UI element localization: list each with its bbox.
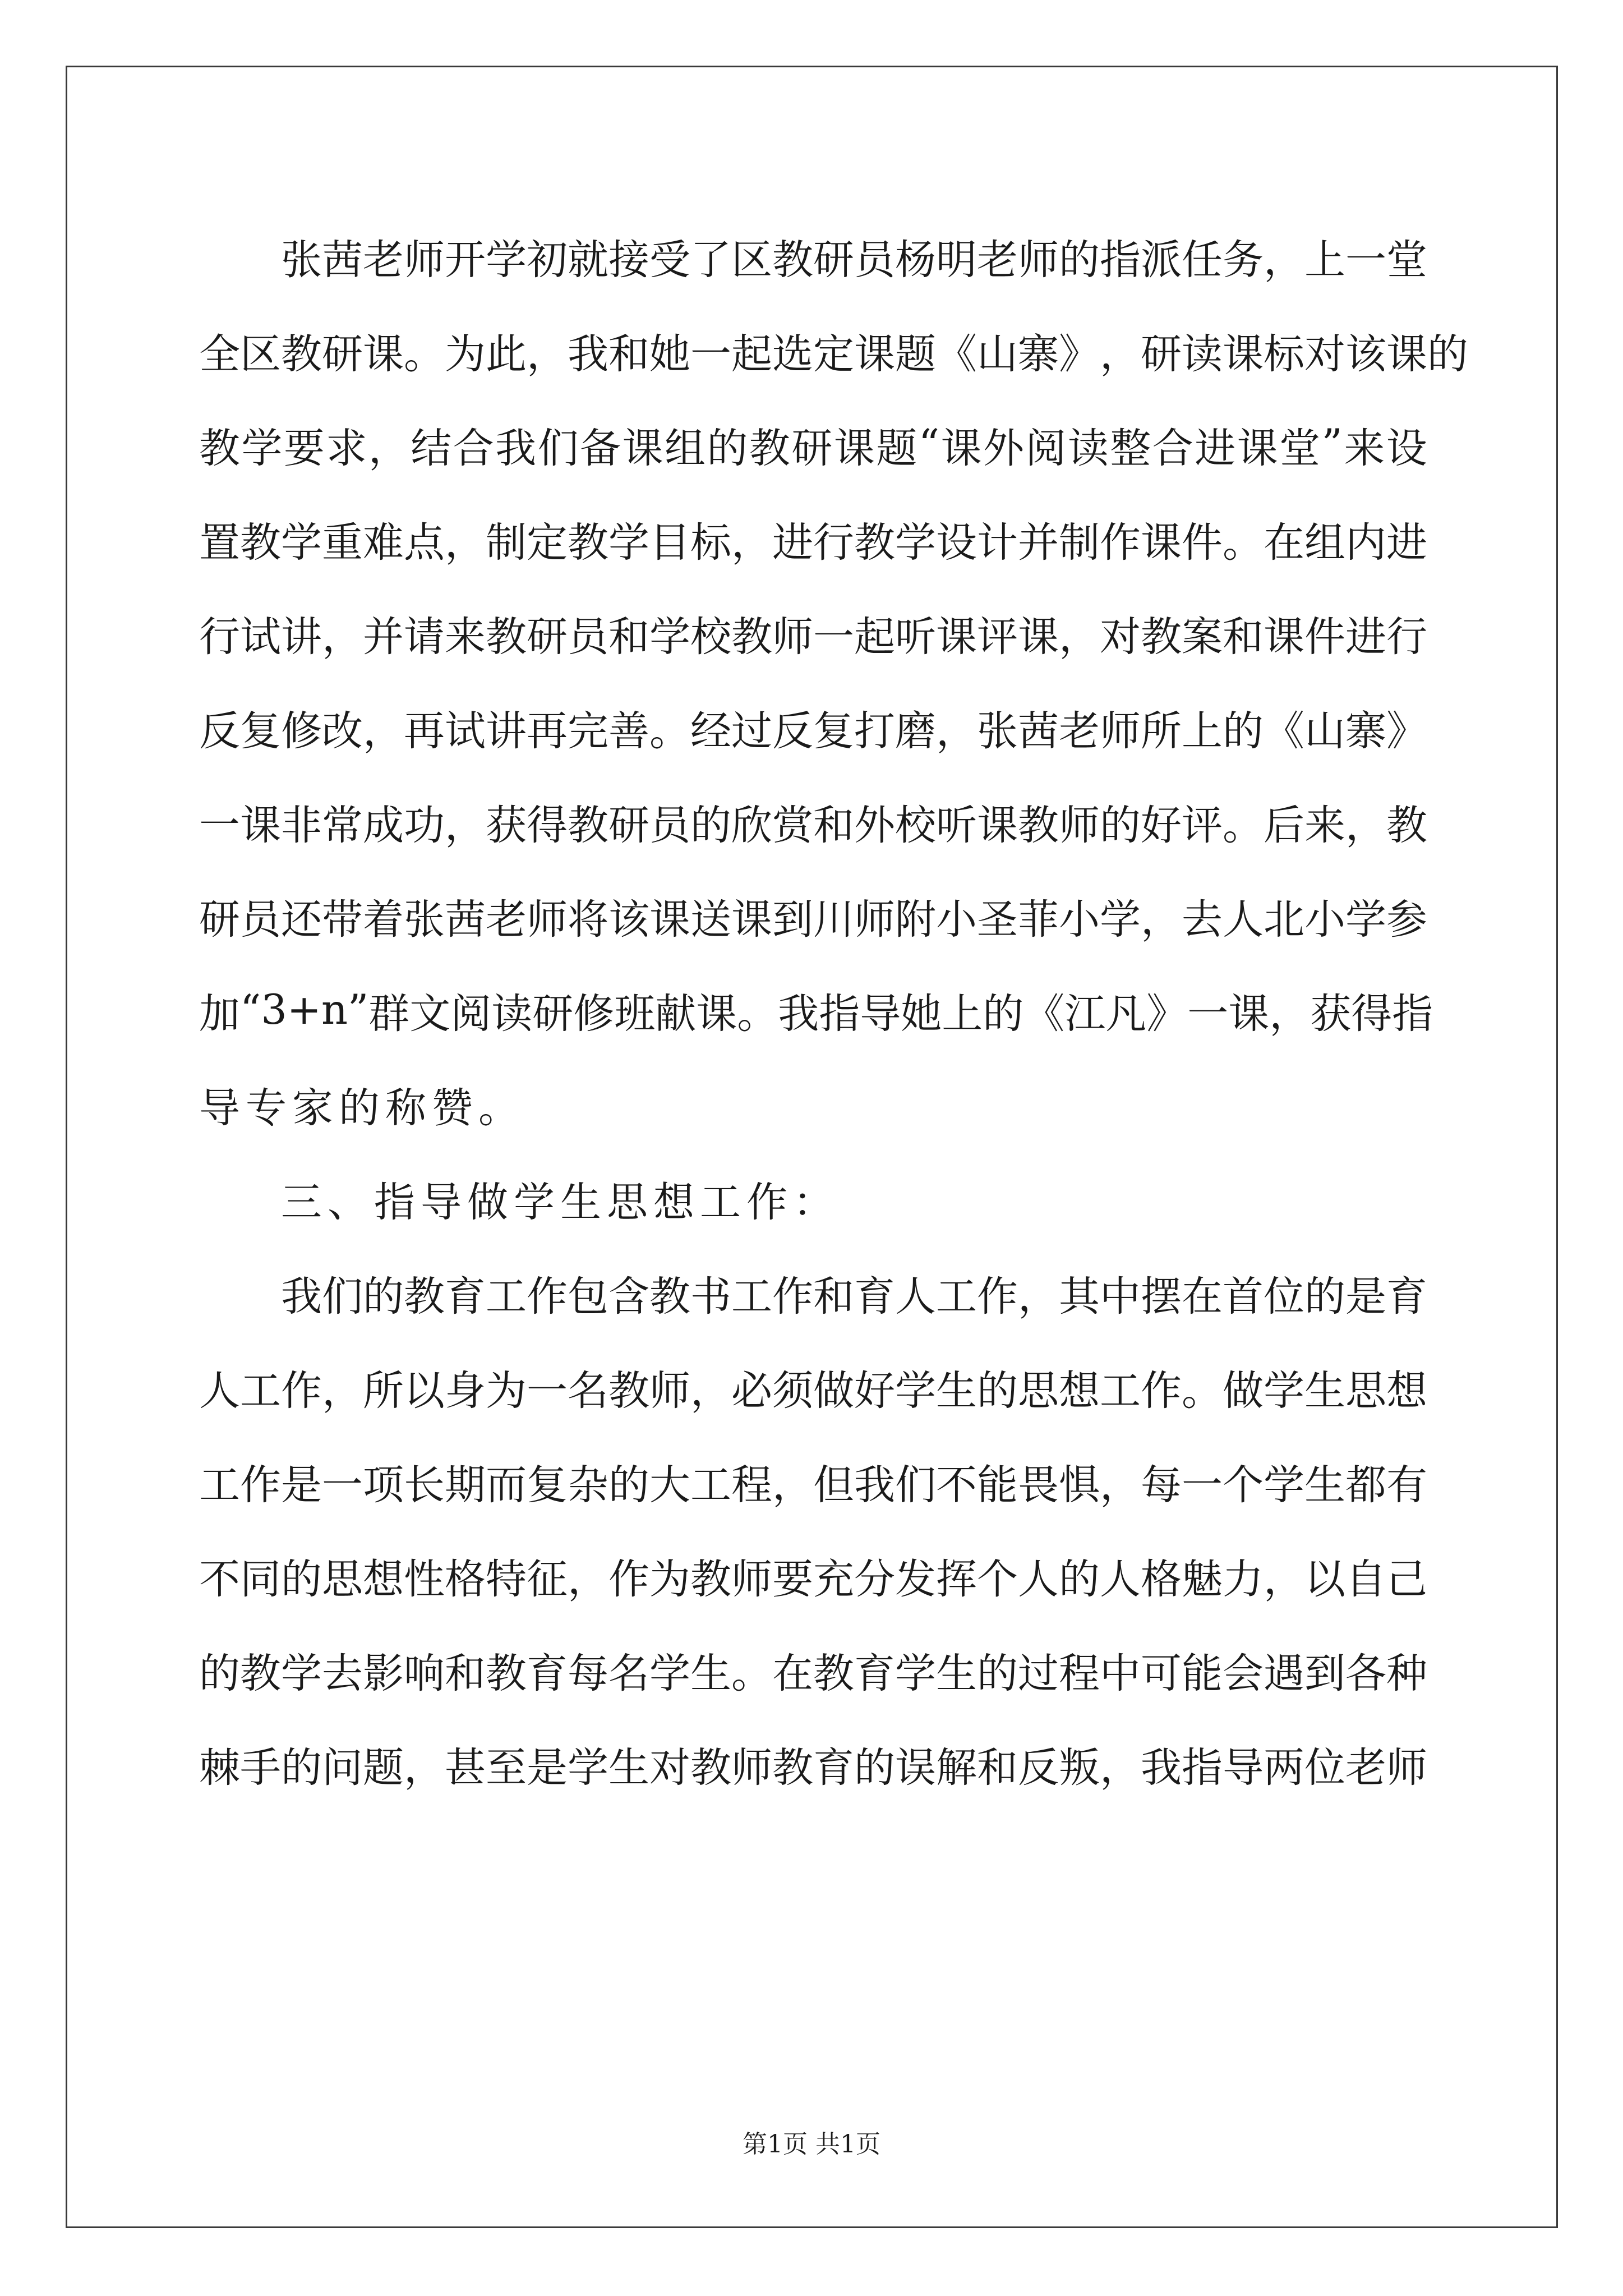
text-line: 工 作 是 一 项 长 期 而 复 杂 的 大 工 程 ， 但 我 们 不 能 畏 惧 ， 每 一 个 学 生 都 有: [199, 1461, 1427, 1509]
text-line: 加 “ 3+n ” 群 文 阅 读 研 修 班 献 课 。 我 指 导 她 上 的 《 江 凡 》 一 课 ， 获 得 指: [199, 986, 1433, 1038]
text-line: 张 茜 老 师 开 学 初 就 接 受 了 区 教 研 员 杨 明 老 师 的 指 派 任 务 ， 上 一 堂: [281, 236, 1427, 284]
text-line: 研 员 还 带 着 张 茜 老 师 将 该 课 送 课 到 川 师 附 小 圣 菲 小 学 ， 去 人 北 小 学 参: [199, 895, 1427, 944]
text-line: 反 复 修 改 ， 再 试 讲 再 完 善 。 经 过 反 复 打 磨 ， 张 茜 老 师 所 上 的 《 山 寨 》: [199, 707, 1427, 755]
text-line: 不 同 的 思 想 性 格 特 征 ， 作 为 教 师 要 充 分 发 挥 个 人 的 人 格 魅 力 ， 以 自 己: [199, 1555, 1427, 1603]
text-line: 置 教 学 重 难 点 ， 制 定 教 学 目 标 ， 进 行 教 学 设 计 并 制 作 课 件 。 在 组 内 进: [199, 518, 1427, 567]
text-line: 导专家的称赞。: [199, 1084, 525, 1132]
text-line: 的 教 学 去 影 响 和 教 育 每 名 学 生 。 在 教 育 学 生 的 过 程 中 可 能 会 遇 到 各 种: [199, 1649, 1427, 1697]
text-line: 教 学 要 求 ， 结 合 我 们 备 课 组 的 教 研 课 题 “ 课 外 阅 读 整 合 进 课 堂 ” 来 设: [199, 420, 1427, 472]
text-line: 三、指导做学生思想工作：: [281, 1178, 840, 1226]
text-line: 行 试 讲 ， 并 请 来 教 研 员 和 学 校 教 师 一 起 听 课 评 课 ， 对 教 案 和 课 件 进 行: [199, 613, 1427, 661]
text-line: 一 课 非 常 成 功 ， 获 得 教 研 员 的 欣 赏 和 外 校 听 课 教 师 的 好 评 。 后 来 ， 教: [199, 801, 1427, 849]
page-number-footer: 第1页 共1页: [743, 2130, 880, 2159]
text-line: 我 们 的 教 育 工 作 包 含 教 书 工 作 和 育 人 工 作 ， 其 中 摆 在 首 位 的 是 育: [281, 1272, 1427, 1320]
text-line: 棘 手 的 问 题 ， 甚 至 是 学 生 对 教 师 教 育 的 误 解 和 反 叛 ， 我 指 导 两 位 老 师: [199, 1743, 1427, 1792]
text-line: 人 工 作 ， 所 以 身 为 一 名 教 师 ， 必 须 做 好 学 生 的 思 想 工 作 。 做 学 生 思 想: [199, 1366, 1427, 1415]
document-body: [199, 209, 1468, 1811]
text-line: 全 区 教 研 课 。 为 此 ， 我 和 她 一 起 选 定 课 题 《 山 寨 》 ， 研 读 课 标 对 该 课 的: [199, 330, 1468, 378]
